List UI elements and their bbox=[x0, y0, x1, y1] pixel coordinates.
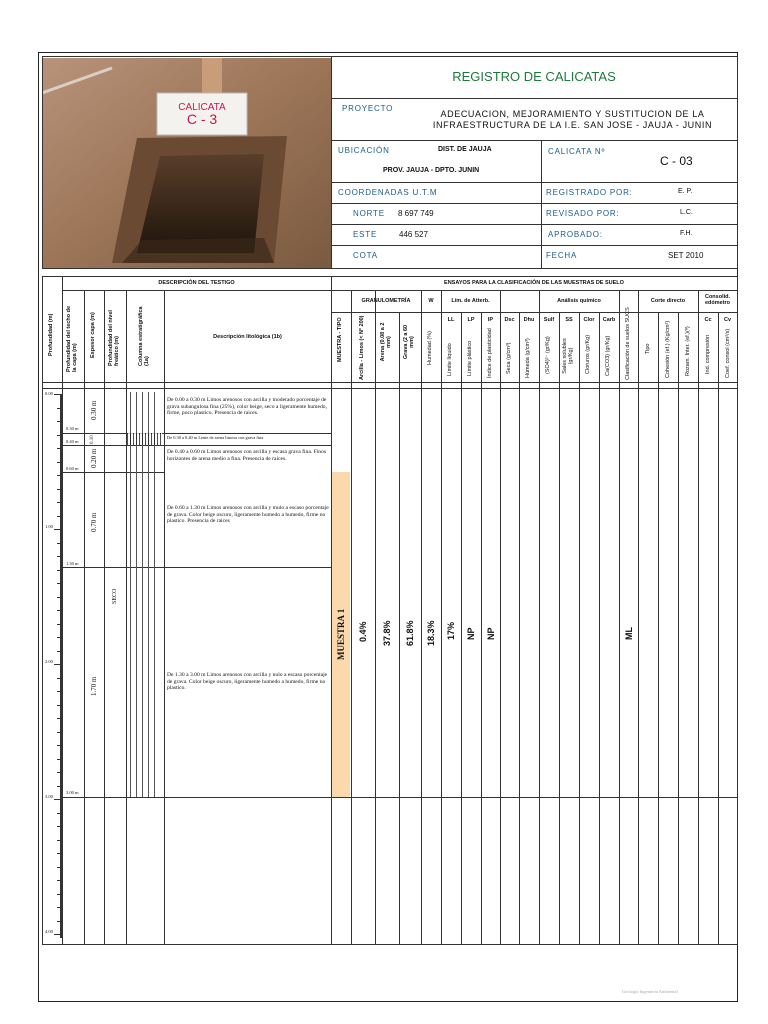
depth-tick-2: 2.00 bbox=[45, 659, 53, 664]
atterb-header: Lím. de Atterb. bbox=[451, 298, 490, 304]
sign-line-2: CALICATA bbox=[178, 102, 226, 113]
ubicacion-dist: DIST. DE JAUJA bbox=[438, 146, 492, 153]
col-profundidad: Profundidad (m) bbox=[48, 313, 54, 356]
depth-minor-tick bbox=[57, 745, 61, 746]
col-carb: Ca(CO3) (gr/Kg) bbox=[605, 335, 611, 376]
col-techo: Profundidad del techo de la capa (m) bbox=[66, 305, 78, 372]
revisado-label: REVISADO POR: bbox=[546, 209, 620, 218]
norte-value: 8 697 749 bbox=[398, 209, 434, 218]
ensayos-group-header: ENSAYOS PARA LA CLASIFICACIÓN DE LAS MUESTRAS DE SUELO bbox=[444, 280, 624, 286]
depth-minor-tick bbox=[57, 691, 61, 692]
col-ss: Sales solubles (gr/Kg) bbox=[562, 338, 574, 374]
aprobado-value: F.H. bbox=[680, 230, 693, 237]
col-cohesion: Cohesión (ef.) (Kg/cm²) bbox=[665, 320, 671, 378]
depth-minor-tick bbox=[57, 556, 61, 557]
depth-tick-4: 4.00 bbox=[45, 929, 53, 934]
w-header: W bbox=[428, 298, 434, 304]
col-arcilla: Arcilla - Limos (< Nº 200) bbox=[359, 315, 365, 380]
depth-minor-tick bbox=[57, 921, 61, 922]
depth-minor-tick bbox=[57, 705, 61, 706]
ubicacion-prov: PROV. JAUJA - DPTO. JUNIN bbox=[383, 167, 480, 174]
sign-line-1: C - 3 bbox=[186, 111, 218, 127]
registrado-value: E. P. bbox=[678, 188, 693, 195]
layer-techo-5: 3.00 m bbox=[66, 790, 79, 795]
sample-ip: NP bbox=[486, 627, 496, 640]
col-tipo: Tipo bbox=[645, 343, 651, 354]
depth-minor-tick bbox=[57, 840, 61, 841]
depth-minor-tick bbox=[57, 624, 61, 625]
quimico-header: Análisis químico bbox=[557, 298, 601, 304]
sulf-header: Sulf bbox=[543, 317, 555, 323]
consolid-header: Consolid. edómetro bbox=[704, 294, 731, 306]
layer-desc-5: De 1.30 a 3.00 m Limos arenosos con arcilla y nulo a escaso porcentaje de grava. Color beige oscuro, ligeramente humedo a humedo, firme no plastico. bbox=[167, 672, 328, 692]
depth-minor-tick bbox=[57, 678, 61, 679]
col-dsc: Seca (g/cm³) bbox=[506, 342, 512, 374]
depth-minor-tick bbox=[57, 907, 61, 908]
depth-minor-tick bbox=[57, 597, 61, 598]
calicata-value: C - 03 bbox=[660, 154, 693, 168]
fecha-label: FECHA bbox=[546, 251, 578, 260]
depth-minor-tick bbox=[57, 543, 61, 544]
revisado-value: L.C. bbox=[680, 209, 693, 216]
col-coef: Coef. consol (cm²/s) bbox=[725, 328, 731, 378]
col-nivel: Profundidad del nivel freático (m) bbox=[108, 310, 120, 366]
depth-minor-tick bbox=[57, 502, 61, 503]
layer-espesor-2: 0.10 bbox=[90, 435, 95, 444]
cv-header: Cv bbox=[723, 317, 732, 323]
depth-minor-tick bbox=[54, 799, 61, 800]
layer-techo-2: 0.40 m bbox=[66, 439, 79, 444]
norte-label: NORTE bbox=[353, 209, 385, 218]
este-label: ESTE bbox=[353, 230, 378, 239]
depth-minor-tick bbox=[57, 448, 61, 449]
nivel-freatico: SECO bbox=[112, 588, 118, 604]
gravel-lens-pattern bbox=[127, 433, 162, 445]
col-dhu: Húmeda (g/cm³) bbox=[525, 338, 531, 378]
col-ip: Índice de plasticidad bbox=[487, 328, 493, 378]
depth-tick-0: 0.00 bbox=[45, 391, 53, 396]
cota-label: COTA bbox=[353, 251, 378, 260]
depth-minor-tick bbox=[57, 651, 61, 652]
sample-arena: 37.8% bbox=[382, 620, 392, 646]
page-title: REGISTRO DE CALICATAS bbox=[452, 69, 616, 84]
cc-header: Cc bbox=[704, 317, 712, 323]
depth-minor-tick bbox=[57, 408, 61, 409]
col-lp: Límite plástico bbox=[467, 340, 473, 376]
col-sucs: Clasificación de suelos SUCS bbox=[625, 307, 631, 380]
depth-tick-3: 3.00 bbox=[45, 794, 53, 799]
ip-header: IP bbox=[487, 317, 494, 323]
carb-header: Carb bbox=[602, 317, 616, 323]
dhu-header: Dhu bbox=[523, 317, 535, 323]
corte-header: Corte directo bbox=[650, 298, 686, 304]
layer-espesor-5: 1.70 m bbox=[90, 676, 98, 696]
layer-techo-4: 1.30 m bbox=[66, 561, 79, 566]
ss-header: SS bbox=[565, 317, 573, 323]
proyecto-label: PROYECTO bbox=[342, 104, 394, 113]
depth-minor-tick bbox=[57, 475, 61, 476]
depth-minor-tick bbox=[57, 610, 61, 611]
pit-photo bbox=[42, 58, 331, 268]
col-clor: Cloruros (gr/Kg) bbox=[585, 334, 591, 374]
col-espesor: Espesor capa (m) bbox=[90, 312, 96, 358]
col-humedad: Humedad (%) bbox=[427, 331, 433, 365]
sample-name: MUESTRA 1 bbox=[336, 608, 346, 660]
col-muestra: MUESTRA - TIPO bbox=[337, 317, 343, 362]
depth-minor-tick bbox=[57, 772, 61, 773]
layer-espesor-4: 0.70 m bbox=[90, 512, 98, 532]
layer-desc-4: De 0.60 a 1.30 m Limos arenosos con arcilla y mulo a escaso porcentaje de grava. Color beige oscuro, ligeramente humedo a humedo, firme no plastico. Presencia de raices bbox=[167, 505, 329, 525]
depth-minor-tick bbox=[57, 894, 61, 895]
layer-espesor-1: 0.30 m bbox=[90, 400, 98, 420]
depth-minor-tick bbox=[54, 394, 61, 395]
depth-minor-tick bbox=[54, 529, 61, 530]
depth-minor-tick bbox=[57, 826, 61, 827]
depth-minor-tick bbox=[57, 853, 61, 854]
layer-desc-2: De 0.30 a 0.40 m Lente de arena limosa con grava fina bbox=[167, 435, 264, 440]
sample-sucs: ML bbox=[624, 627, 634, 640]
sample-humedad: 18.3% bbox=[426, 620, 436, 646]
depth-minor-tick bbox=[57, 462, 61, 463]
sample-lp: NP bbox=[466, 627, 476, 640]
depth-minor-tick bbox=[57, 516, 61, 517]
calicata-label: CALICATA Nº bbox=[548, 147, 606, 156]
col-grava: Grava (2 a 60 mm) bbox=[403, 324, 415, 360]
ll-header: LL bbox=[447, 317, 455, 323]
sample-arcilla: 0.4% bbox=[358, 621, 368, 642]
depth-minor-tick bbox=[57, 880, 61, 881]
fecha-value: SET 2010 bbox=[668, 251, 704, 260]
col-rozam: Rozam. Inter. (ef.)(º) bbox=[685, 326, 691, 376]
depth-minor-tick bbox=[57, 435, 61, 436]
aprobado-label: APROBADO: bbox=[548, 230, 603, 239]
depth-minor-tick bbox=[57, 570, 61, 571]
ubicacion-label: UBICACIÓN bbox=[338, 146, 390, 155]
layer-desc-1: De 0.00 a 0.30 m Limos arenosos con arcilla y moderado porcentaje de grava subangulosa fina (25%), color beige, seco a ligeramente humedo, firme, poco plastico. Presencia de raices. bbox=[167, 397, 327, 417]
col-sulf: (SO4)²⁻ (gr/Kg) bbox=[545, 336, 551, 374]
lp-header: LP bbox=[467, 317, 475, 323]
layer-desc-3: De 0.40 a 0.60 m Limos arenosos con arcilla y escasa grava fina. Finos horizontes de arena medio a fina. Presencia de raices. bbox=[167, 449, 327, 462]
este-value: 446 527 bbox=[399, 230, 428, 239]
depth-minor-tick bbox=[57, 718, 61, 719]
col-descripcion: Descripción litológica (1b) bbox=[213, 334, 282, 340]
depth-minor-tick bbox=[57, 637, 61, 638]
depth-minor-tick bbox=[57, 759, 61, 760]
layer-techo-1: 0.30 m bbox=[66, 426, 79, 431]
depth-minor-tick bbox=[54, 664, 61, 665]
depth-minor-tick bbox=[57, 421, 61, 422]
desc-group-header: DESCRIPCIÓN DEL TESTIGO bbox=[158, 280, 235, 286]
registrado-label: REGISTRADO POR: bbox=[546, 188, 633, 197]
proyecto-value: ADECUACION, MEJORAMIENTO Y SUSTITUCION DE LA INFRAESTRUCTURA DE LA I.E. SAN JOSE - JAUJA - JUNIN bbox=[432, 109, 713, 130]
depth-minor-tick bbox=[57, 813, 61, 814]
depth-minor-tick bbox=[57, 489, 61, 490]
sample-grava: 61.8% bbox=[405, 620, 415, 646]
col-indcomp: Ind. compresión bbox=[705, 334, 711, 374]
depth-minor-tick bbox=[57, 867, 61, 868]
dsc-header: Dsc bbox=[504, 317, 515, 323]
layer-techo-3: 0.60 m bbox=[66, 466, 79, 471]
col-arena: Arena (0.08 a 2 mm) bbox=[380, 322, 392, 362]
granulometria-header: GRANULOMETRÍA bbox=[361, 298, 411, 304]
depth-minor-tick bbox=[54, 934, 61, 935]
depth-minor-tick bbox=[57, 732, 61, 733]
pit-photo-image bbox=[42, 58, 331, 268]
depth-minor-tick bbox=[57, 786, 61, 787]
depth-minor-tick bbox=[57, 583, 61, 584]
coordenadas-label: COORDENADAS U.T.M bbox=[338, 188, 438, 197]
footer-note: Geología Ingeniería Ambiental bbox=[622, 989, 678, 994]
depth-tick-1: 1.00 bbox=[45, 524, 53, 529]
sample-ll: 17% bbox=[446, 621, 456, 640]
col-columna: Columna estratigráfica (1a) bbox=[138, 306, 150, 366]
clor-header: Clor bbox=[583, 317, 595, 323]
layer-espesor-3: 0.20 m bbox=[90, 448, 98, 468]
col-ll: Límite líquido bbox=[447, 343, 453, 376]
